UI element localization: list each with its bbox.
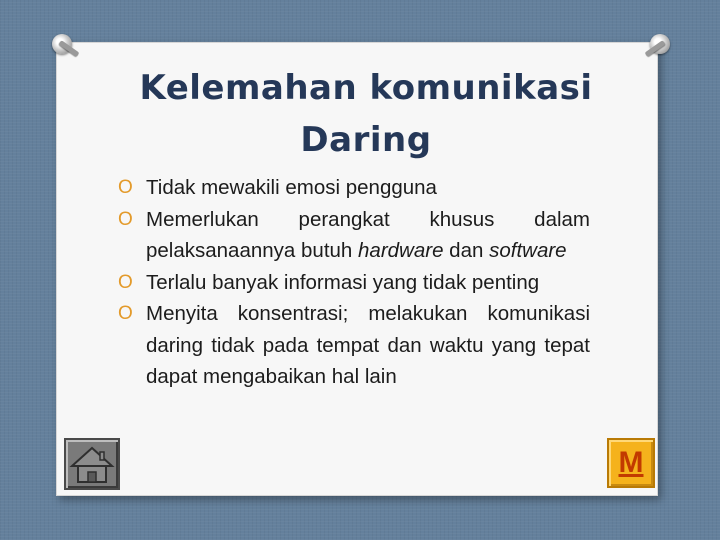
bullet-text: dan bbox=[443, 239, 490, 262]
bullet-item bbox=[118, 298, 590, 393]
home-button[interactable] bbox=[64, 438, 120, 490]
m-button[interactable]: M bbox=[607, 438, 655, 488]
home-icon bbox=[66, 440, 118, 488]
slide-title: Kelemahan komunikasi Daring bbox=[139, 68, 593, 160]
bullet-text: Memerlukan perangkat khusus dalam pelaksanaannya butuh bbox=[146, 207, 590, 262]
bullet-text: hardware bbox=[358, 239, 444, 262]
bullet-item bbox=[118, 204, 590, 267]
bullet-text: Menyita konsentrasi; melakukan komunikasi daring tidak pada tempat dan waktu yang tepat dapat mengabaikan hal lain bbox=[146, 302, 590, 388]
bullet-marker-icon: O bbox=[118, 271, 133, 293]
bullet-text: Tidak mewakili emosi pengguna bbox=[146, 176, 437, 199]
bullet-item bbox=[118, 172, 590, 204]
bullet-marker-icon: O bbox=[118, 303, 133, 324]
bullet-list bbox=[118, 172, 590, 393]
bullet-item bbox=[118, 267, 590, 299]
bullet-marker-icon: O bbox=[118, 208, 133, 230]
bullet-text: Terlalu banyak informasi yang tidak penting bbox=[146, 270, 540, 294]
bullet-marker-icon: O bbox=[118, 177, 133, 198]
bullet-text: software bbox=[489, 239, 567, 262]
